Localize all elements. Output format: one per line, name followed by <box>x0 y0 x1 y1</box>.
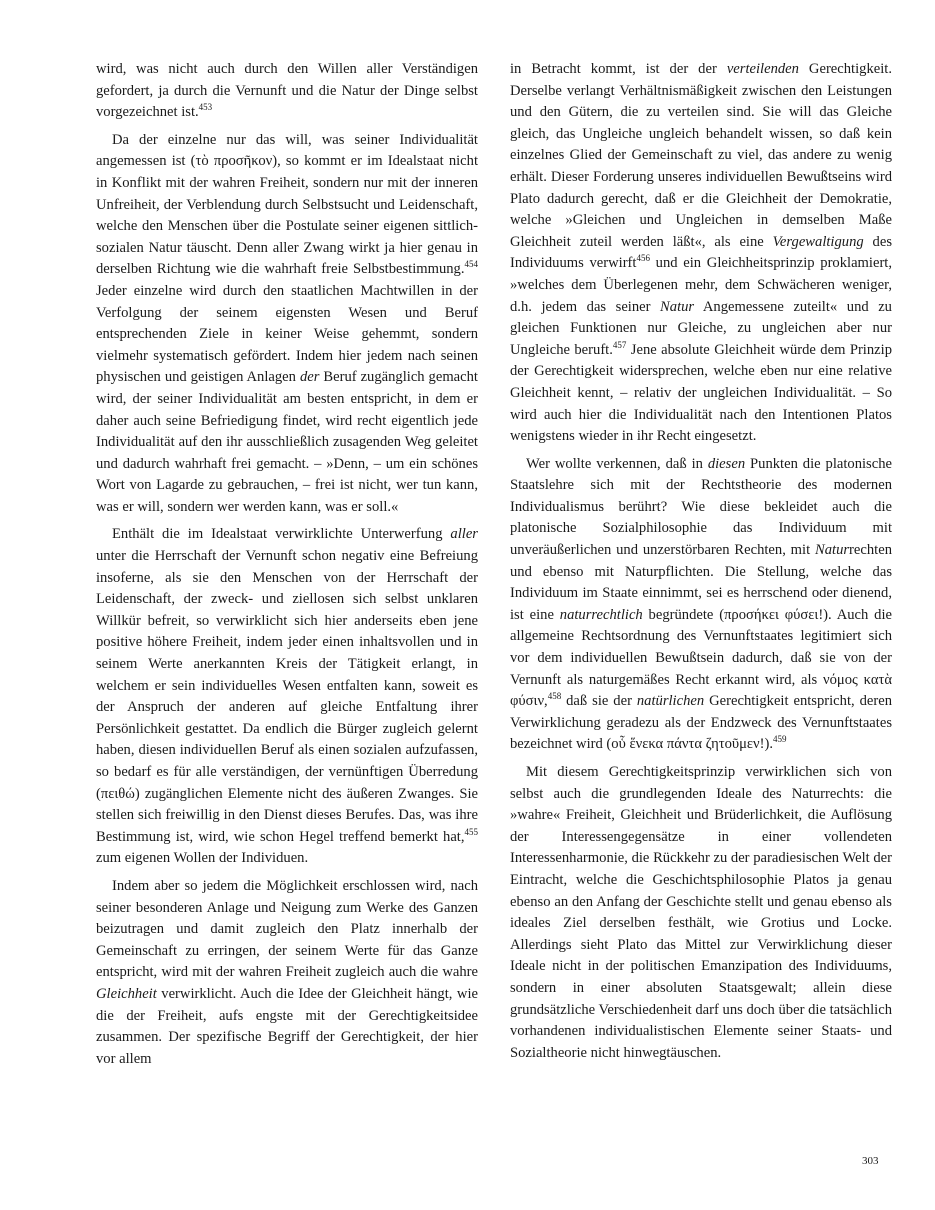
text-segment: Wer wollte verkennen, daß in <box>526 455 708 472</box>
emphasized-text: natürlichen <box>636 693 705 710</box>
paragraph <box>510 762 892 1064</box>
right-column <box>510 59 892 1070</box>
text-segment: wird, was nicht auch durch den Willen aller Verständigen gefordert, ja durch die Vernunft und die Natur der Dinge selbst vorgezeichnet ist. <box>96 61 478 121</box>
text-segment: unter die Herrschaft der Vernunft schon negativ eine Befreiung insoferne, als sie den Menschen von der Herrschaft der Leidenschaft, der zweck- und ziellosen sich selbst unklaren Willkür befreit, so verwirklicht sich hier anderseits eben jene positive höhere Freiheit, indem jeder einen inhaltsvollen und in seinem Werte anerkannten Kreis der Tätigkeit erlangt, in welchem er sein individuelles Wesen entfalten kann, soweit es der Anspruch der anderen auf gleiche Entfaltung ihrer Persönlichkeit gestattet. Da endlich die Bürger zugleich gelernt haben, diesen individuellen Beruf als einen sozialen aufzufassen, so bedarf es für alle verständigen, der vernünftigen Überredung (πειθώ) zugänglichen Elemente nicht des äußeren Zwanges. Sie stellen sich freiwillig in den Dienst dieses Berufes. Das, was ihre Bestimmung ist, wird, wie schon Hegel treffend bemerkt hat, <box>96 548 478 845</box>
text-segment: Enthält die im Idealstaat verwirklichte Unterwerfung <box>112 526 451 543</box>
paragraph <box>96 524 478 870</box>
footnote-reference: 455 <box>464 826 478 837</box>
emphasized-text: diesen <box>707 455 746 472</box>
emphasized-text: Vergewaltigung <box>772 233 864 250</box>
paragraph <box>96 59 478 124</box>
paragraph <box>510 454 892 756</box>
footnote-reference: 456 <box>636 253 650 264</box>
paragraph <box>96 130 478 519</box>
text-segment: des Individuums verwirft <box>510 233 892 272</box>
emphasized-text: der <box>299 369 320 386</box>
text-segment: begründete (προσήκει φύσει!). Auch die allgemeine Rechtsordnung des Vernunftstaates legitimiert sich vor dem individuellen Bewußtsein dadurch, daß sie von der Vernunft als naturgemäßes Recht erkannt wird, als νόμος κατὰ φύσιν, <box>510 606 892 710</box>
footnote-reference: 454 <box>464 259 478 270</box>
text-segment: Gerechtigkeit entspricht, deren Verwirklichung geradezu als der Endzweck des Vernunftstaates bezeichnet wird (οὗ ἕνεκα πάντα ζητοῦμεν!). <box>510 693 893 753</box>
paragraph <box>510 59 892 448</box>
text-segment: verwirklicht. Auch die Idee der Gleichheit hängt, wie die der Freiheit, aufs engste mit der Gerechtigkeitsidee zusammen. Der spezifische Begriff der Gerechtigkeit, der hier vor allem <box>96 985 478 1067</box>
text-segment: Gerechtigkeit. Derselbe verlangt Verhältnismäßigkeit zwischen den Leistungen und den Gütern, die zu verteilen sind. Sie will das Gleiche gleich, das Ungleiche ungleich behandelt wissen, so daß kein einzelnes Glied der Gemeinschaft zu viel, das andere zu wenig erhält. Dieser Forderung unseres individuellen Bewußtseins wird Plato dadurch gerecht, daß er die Gleichheit der Demokratie, welche »Gleichen und Ungleichen in demselben Maße Gleichheit zuteil werden läßt«, als eine <box>510 61 892 250</box>
text-segment: zum eigenen Wollen der Individuen. <box>96 850 309 867</box>
footnote-reference: 457 <box>612 339 627 350</box>
text-segment: Jene absolute Gleichheit würde dem Prinzip der Gerechtigkeit widersprechen, welche eben nur eine relative Gleichheit kennt, – relativ der ungleichen Individualität. – So wird auch hier die Individualität nach den Intentionen Platos wenigstens wieder in ihr Recht eingesetzt. <box>510 341 892 445</box>
text-segment: Jeder einzelne wird durch den staatlichen Machtwillen in der Verfolgung der seinem eigensten Wesen und Beruf entsprechenden Ziele in keiner Weise gehemmt, sondern vielmehr systematisch gefördert. Indem hier jedem nach seinen physischen und geistigen Anlagen <box>96 282 478 386</box>
emphasized-text: Natur <box>814 542 850 559</box>
text-segment: daß sie der <box>561 693 637 710</box>
footnote-reference: 459 <box>773 734 787 745</box>
text-segment: in Betracht kommt, ist der der <box>510 61 727 77</box>
text-segment: Da der einzelne nur das will, was seiner Individualität angemessen ist (τὸ προσῆκον), so kommt er im Idealstaat nicht in Konflikt mit der wahren Freiheit, sondern nur mit der inneren Unfreiheit, der Verblendung durch Selbstsucht und Leidenschaft, welche den Menschen über die Postulate seiner eigenen sittlich-sozialen Natur täuscht. Denn aller Zwang wirkt ja hier genau in derselben Richtung wie die wahrhaft freie Selbstbestimmung. <box>96 131 478 278</box>
footnote-reference: 453 <box>198 102 213 113</box>
emphasized-text: aller <box>450 526 478 543</box>
text-segment: Mit diesem Gerechtigkeitsprinzip verwirklichen sich von selbst auch die grundlegenden Ideale des Naturrechts: die »wahre« Freiheit, Gleichheit und Brüderlichkeit, die Auflösung der Interessengegensätze in einer vollendeten Interessenharmonie, die Rückkehr zu der paradiesischen Welt der Eintracht, welche die Geschichtsphilosophie Platos ja genau ebenso an den Anfang der Geschichte stellt und genau ebenso als ideales Ziel derselben festhält, wie Grotius und Locke. Allerdings sieht Plato das Mittel zur Verwirklichung dieser Ideale nicht in der politischen Emanzipation des Individuums, sondern in einer absoluten Staatsgewalt; allein diese grundsätzliche Verschiedenheit darf uns doch über die tatsächlich vorhandenen individualistischen Elemente seiner Staats- und Sozialtheorie nicht hinwegtäuschen. <box>510 764 892 1061</box>
text-segment: rechten und ebenso mit Naturpflichten. Die Stellung, welche das Individuum im Staate einnimmt, sei es herrschend oder dienend, ist eine <box>510 542 892 623</box>
emphasized-text: verteilenden <box>726 61 799 77</box>
text-segment: Angemessene zuteilt« und zu gleichen Funktionen nur Gleiche, zu ungleichen aber nur Ungleiche beruft. <box>510 298 892 358</box>
text-segment: Punkten die platonische Staatslehre sich mit der Rechtstheorie des modernen Individualismus berührt? Wie diese bekleidet auch die platonische Sozialphilosophie das Individuum mit unveräußerlichen und unzerstörbaren Rechten, mit <box>510 455 892 559</box>
paragraph <box>96 876 478 1070</box>
footnote-reference: 458 <box>547 691 562 702</box>
text-segment: Beruf zugänglich gemacht wird, der seiner Individualität am besten entspricht, in dem er daher auch seine Befriedigung findet, wird recht eigentlich jede Individualität auf den ihr ausschließlich zusagenden Weg geleitet und dadurch wahrhaft frei gemacht. – »Denn, – um ein schönes Wort von Lagarde zu gebrauchen, – frei ist nicht, wer tun kann, was er will, sondern wer werden kann, was er soll.« <box>96 369 478 515</box>
emphasized-text: Gleichheit <box>96 985 157 1002</box>
page-number: 303 <box>862 1155 879 1167</box>
text-segment: Indem aber so jedem die Möglichkeit erschlossen wird, nach seiner besonderen Anlage und Neigung zum Werke des Ganzen beizutragen und damit zugleich den Platz innerhalb der Gemeinschaft zu erringen, der seinem Werte für das Ganze entspricht, wird mit der wahren Freiheit zugleich auch die wahre <box>96 877 478 981</box>
emphasized-text: naturrechtlich <box>559 606 643 623</box>
left-column <box>96 59 478 1076</box>
text-segment: und ein Gleichheitsprinzip proklamiert, »welches dem Überlegenen mehr, dem Schwächeren weniger, d.h. jedem das seiner <box>510 255 893 315</box>
emphasized-text: Natur <box>660 298 695 315</box>
